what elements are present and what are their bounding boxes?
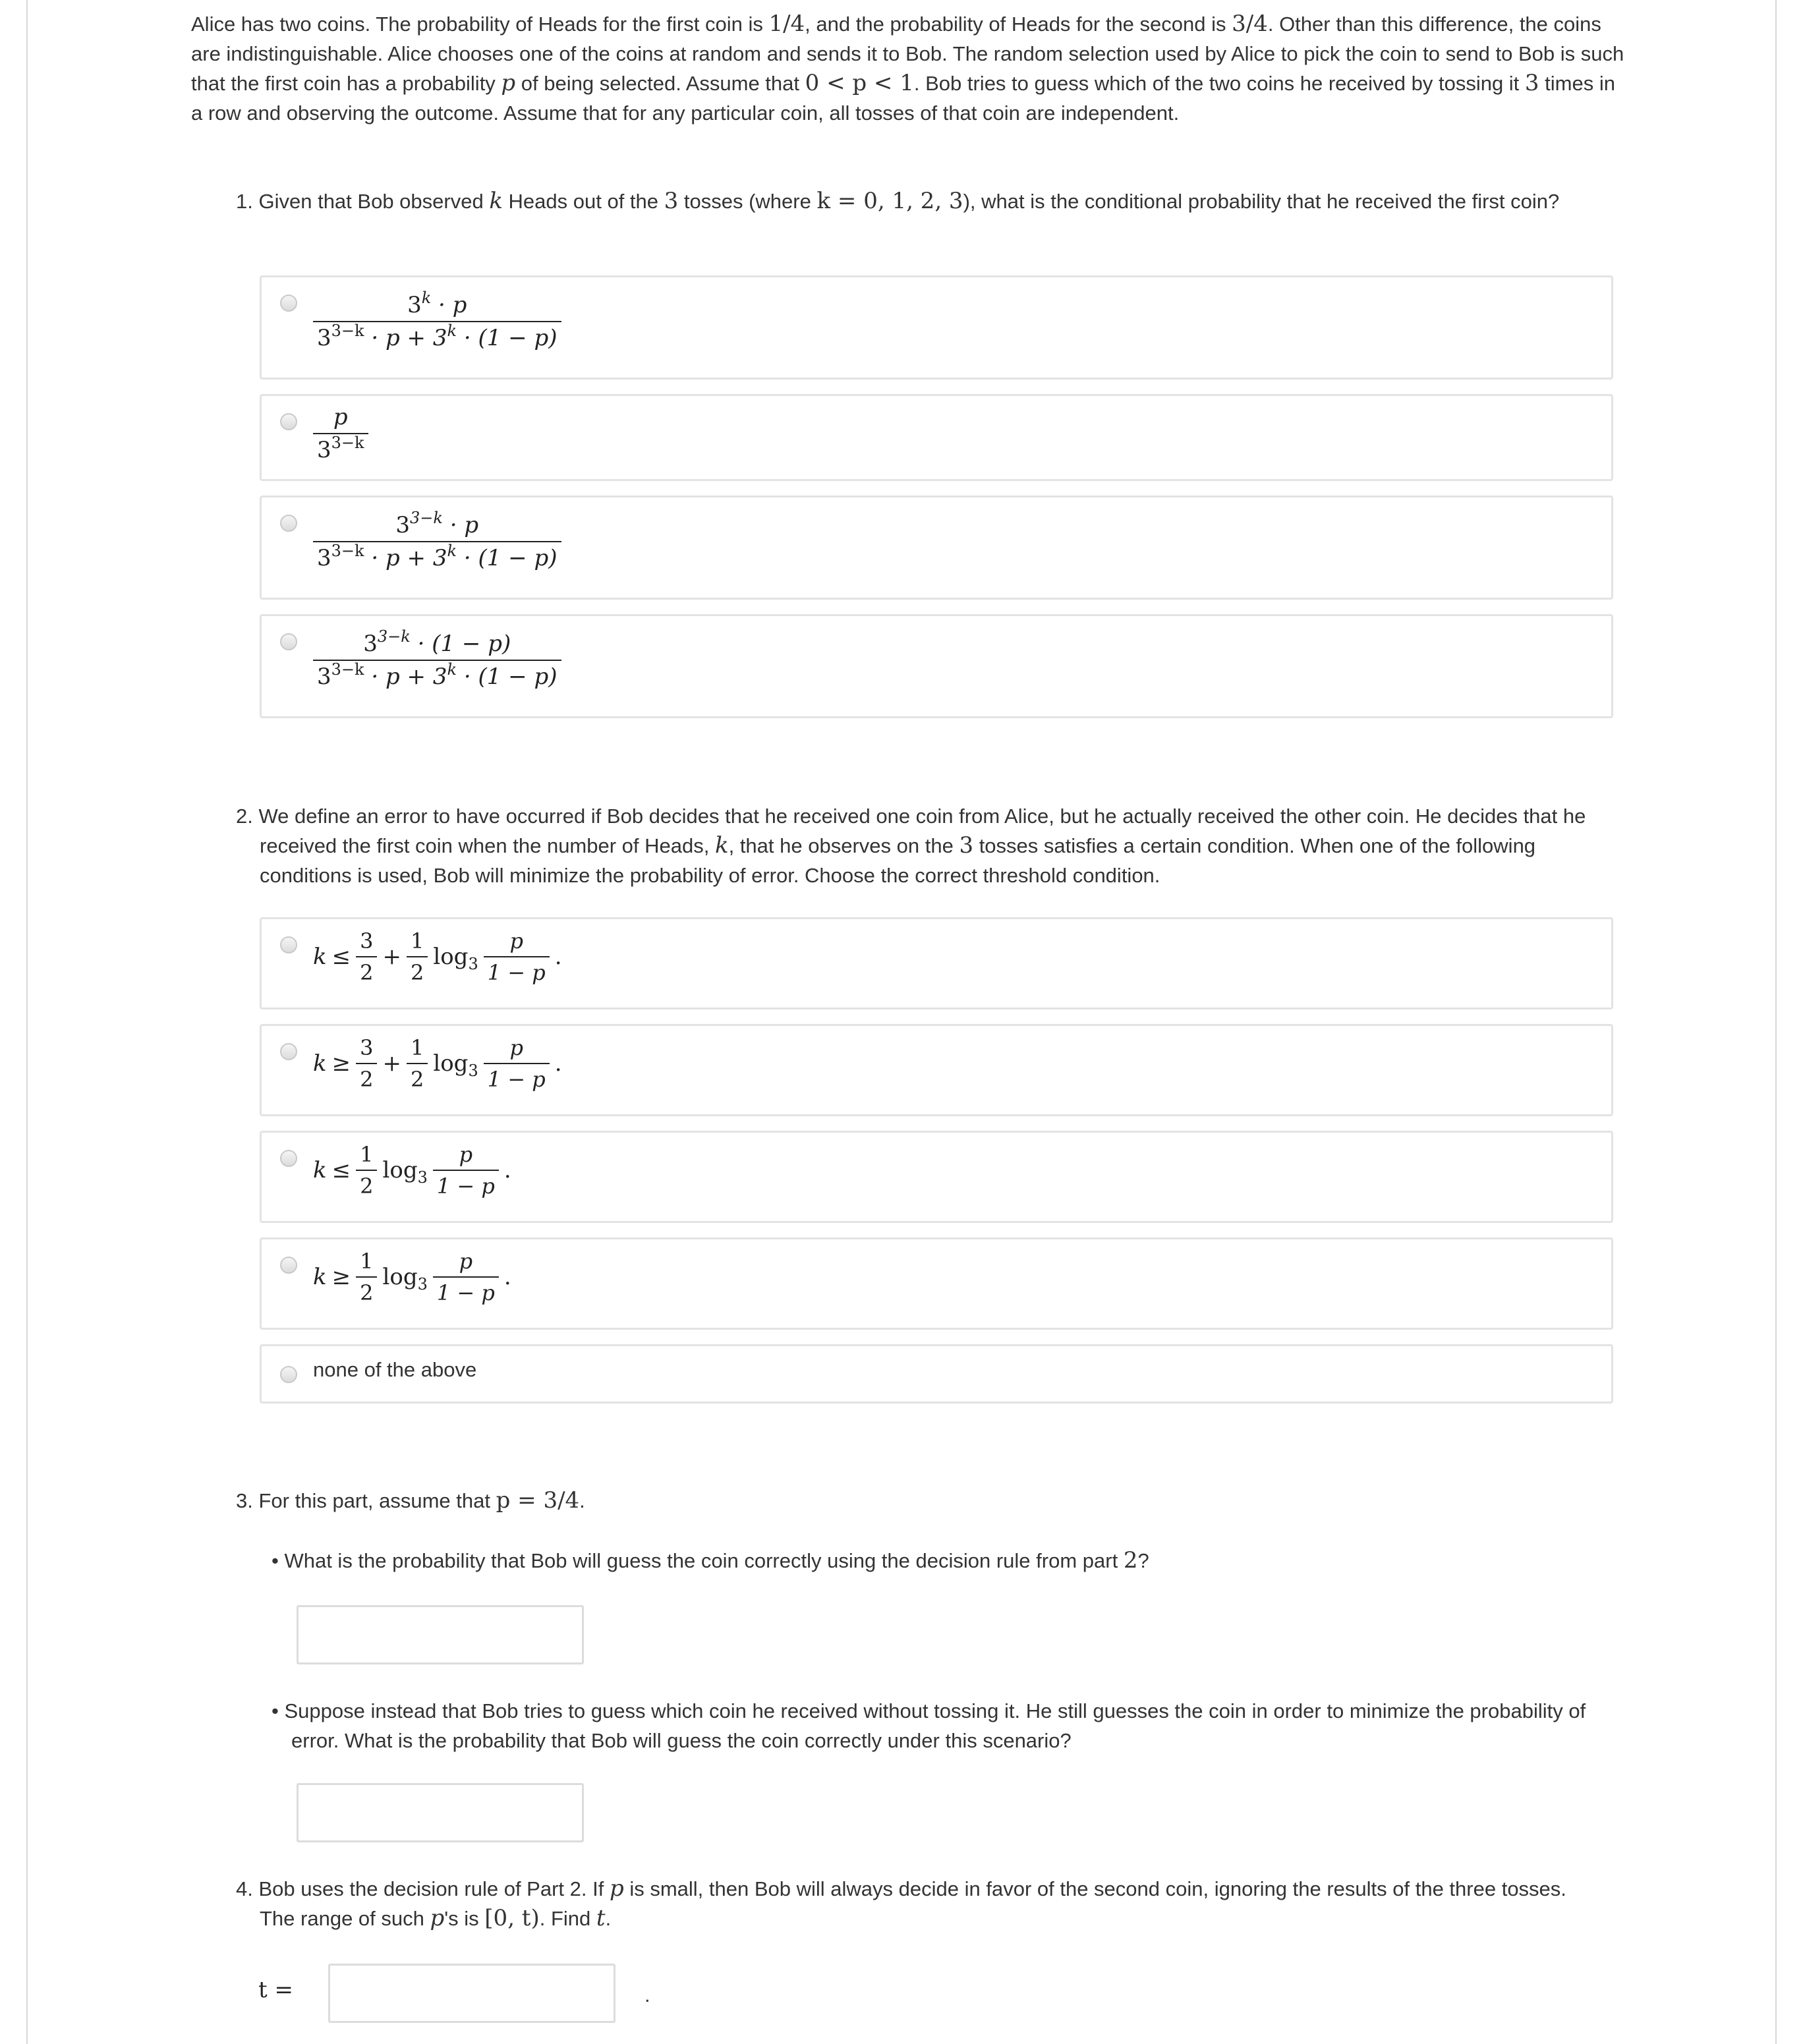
question-3-text: 3. For this part, assume that p = 3/4. [236,1487,585,1514]
q1-option-4-formula: $\frac{3^{3-k} \cdot (1 - p)}{3^{3-k} \cdot p + 3^k \cdot (1 - p)}$ [313,631,561,690]
problem-intro: Alice has two coins. The probability of Heads for the first coin is 1/4, and the probability of Heads for the second is 3/4. Other than this difference, the coins are indistinguishable. Alice chooses one of the coins at random and sends it to Bob. The random selection used by Alice to pick the coin to send to Bob is such that the first coin has a probability p of being selected. Assume that 0 < p < 1. Bob tries to guess which of the two coins he received by tossing it 3 times in a row and observing the outcome. Assume that for any particular coin, all tosses of that coin are independent. [191,11,1624,125]
q1-option-2[interactable] [260,394,1613,481]
q2-option-1[interactable] [260,917,1613,1009]
q1-option-1-formula: $\frac{3^k \cdot p}{3^{3-k} \cdot p + 3^k \cdot (1 - p)}$ [313,292,561,351]
radio-button[interactable] [280,295,297,312]
q2-option-4-formula: k ≥ $\frac{1}{2}$ $\log_3$ $\frac{p}{1 - p}$ . [313,1249,511,1305]
q3-answer-1-input[interactable] [297,1605,584,1664]
radio-button[interactable] [280,1043,297,1060]
radio-button[interactable] [280,1257,297,1274]
radio-button[interactable] [280,413,297,430]
question-2-text: 2. We define an error to have occurred if Bob decides that he received one coin from Alice, but he actually received the other coin. He decides that he received the first coin when the number of Heads, k, that he observes on the 3 tosses satisfies a certain condition. When one of the following conditions is used, Bob will minimize the probability of error. Choose the correct threshold condition. [236,805,1586,887]
q3-answer-2-input[interactable] [297,1783,584,1842]
radio-button[interactable] [280,515,297,532]
q1-option-3-formula: $\frac{3^{3-k} \cdot p}{3^{3-k} \cdot p + 3^k \cdot (1 - p)}$ [313,512,561,571]
t-equals-label: t = [258,1977,293,2003]
radio-button[interactable] [280,633,297,650]
radio-button[interactable] [280,936,297,953]
q2-option-2-formula: k ≥ $\frac{3}{2}$ + $\frac{1}{2}$ $\log_3$ $\frac{p}{1 - p}$ . [313,1035,562,1092]
q1-option-4[interactable] [260,614,1613,718]
q2-option-none[interactable] [260,1344,1613,1404]
radio-button[interactable] [280,1366,297,1383]
q1-option-2-formula: $\frac{p}{3^{3-k}}$ [313,404,368,463]
q2-option-2[interactable] [260,1024,1613,1116]
q3-bullet-2: • Suppose instead that Bob tries to guess which coin he received without tossing it. He still guesses the coin in order to minimize the probability of error. What is the probability that Bob will guess the coin correctly under this scenario? [272,1699,1586,1752]
q2-option-1-formula: k ≤ $\frac{3}{2}$ + $\frac{1}{2}$ $\log_3$ $\frac{p}{1 - p}$ . [313,928,562,985]
q4-t-answer-input[interactable] [328,1964,615,2023]
trailing-period: . [644,1983,650,2006]
q2-option-3[interactable] [260,1131,1613,1223]
q2-option-4[interactable] [260,1237,1613,1330]
question-4-text: 4. Bob uses the decision rule of Part 2. If p is small, then Bob will always decide in favor of the second coin, ignoring the results of the three tosses. The range of such p's is [0, t). Find t. [236,1875,1566,1931]
question-1-text: 1. Given that Bob observed k Heads out of the 3 tosses (where k = 0, 1, 2, 3), what is the conditional probability that he received the first coin? [236,188,1560,214]
radio-button[interactable] [280,1150,297,1167]
q2-option-3-formula: k ≤ $\frac{1}{2}$ $\log_3$ $\frac{p}{1 - p}$ . [313,1142,511,1199]
none-of-the-above-label: none of the above [313,1358,477,1381]
q3-bullet-1: • What is the probability that Bob will guess the coin correctly using the decision rule from part 2? [272,1547,1149,1574]
q1-option-3[interactable] [260,496,1613,600]
q1-option-1[interactable] [260,275,1613,380]
